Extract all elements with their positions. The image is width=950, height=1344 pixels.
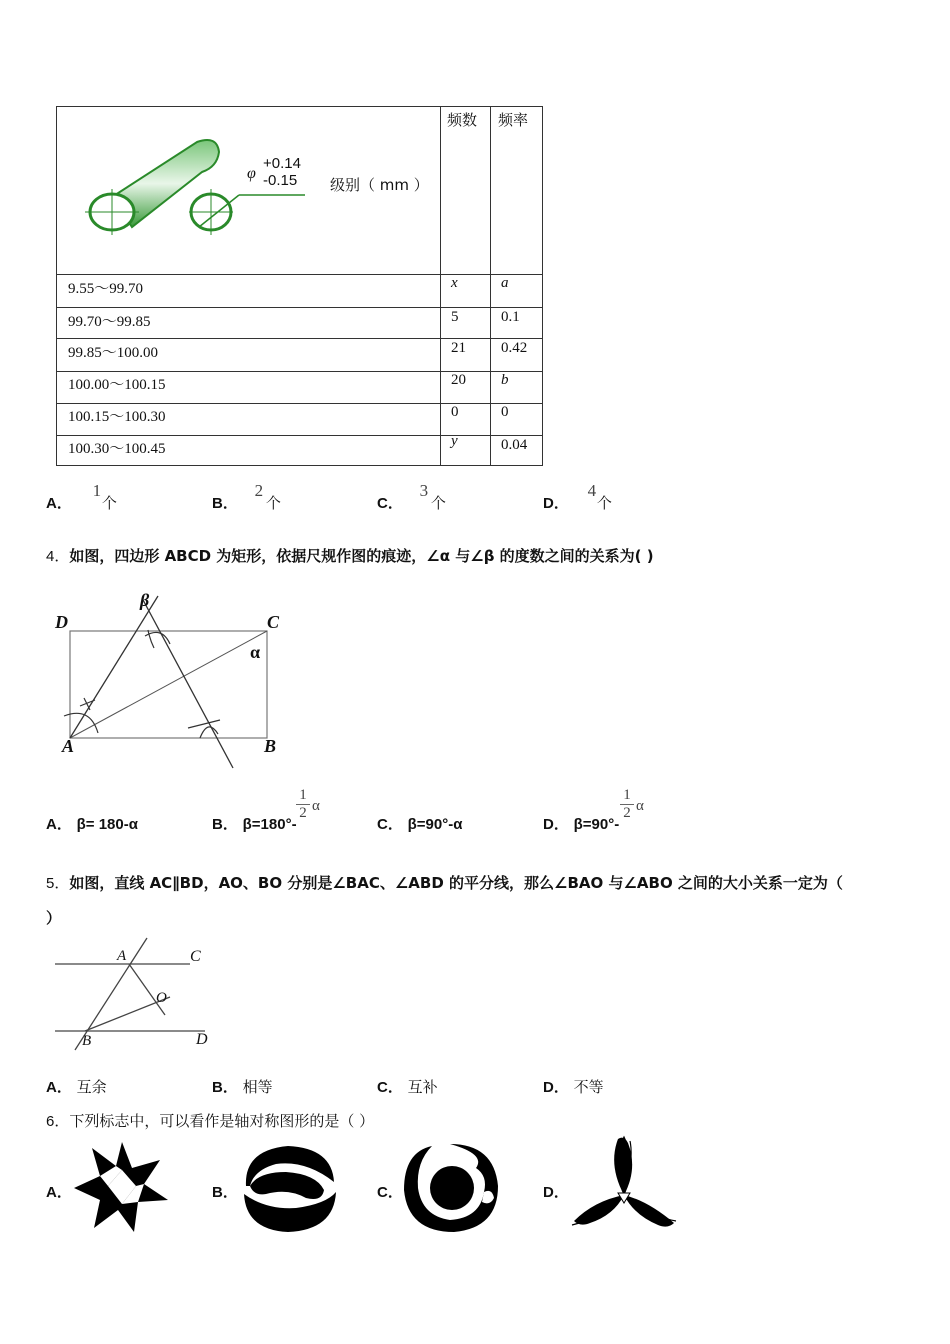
row-freq: 5 [451,309,459,325]
row-rate: 0 [501,404,509,420]
grade-label: 级别（ mm ） [330,176,429,194]
q4-option-a[interactable]: A． β= 180-α [46,816,138,833]
q4-option-d-alpha: α [636,798,644,814]
q5-option-d[interactable]: D． 不等 [543,1078,604,1096]
tolerance-lower: -0.15 [263,172,298,189]
row-freq: 0 [451,404,459,420]
header-frequency-rate: 频率 [498,111,529,129]
row-freq: 20 [451,372,466,388]
row-range: 99.70～99.85 [68,314,151,330]
q6-logo-c-eye-circle [402,1142,500,1234]
q5-option-b[interactable]: B． 相等 [212,1078,273,1096]
row-rate: 0.04 [501,437,528,453]
row-freq: x [451,275,458,291]
q5-option-c[interactable]: C． 互补 [377,1078,438,1096]
q4-option-c[interactable]: C． β=90°-α [377,816,463,833]
table-divider [57,371,542,372]
q6-option-b[interactable]: B． [212,1184,238,1201]
table-divider [57,435,542,436]
q5-label-c: C [190,948,201,965]
tolerance-upper: +0.14 [263,155,301,172]
q3-option-d[interactable]: D． 4 个 [543,481,612,512]
q4-rectangle-figure [50,588,300,778]
row-range: 9.55～99.70 [68,281,144,297]
frequency-table [56,106,543,466]
q6-option-d[interactable]: D． [543,1184,569,1201]
row-rate: b [501,372,509,388]
q6-logo-b-split-circle [236,1142,340,1234]
q6-option-c[interactable]: C． [377,1184,403,1201]
row-rate: a [501,275,509,291]
q4-option-d-fraction: $\frac{1}{2}$ [620,787,634,822]
q5-question-end: ） [46,909,62,927]
q3-option-c[interactable]: C． 3 个 [377,481,446,512]
row-rate: 0.1 [501,309,520,325]
row-rate: 0.42 [501,340,528,356]
q4-label-a: A [62,736,75,756]
q5-label-a: A [117,948,127,964]
q5-label-o: O [156,990,167,1006]
q6-logo-d-three-petals [568,1135,680,1237]
q4-option-b-fraction: $\frac{1}{2}$ [296,787,310,822]
table-divider [57,338,542,339]
row-freq: 21 [451,340,466,356]
q4-label-beta: β [140,590,150,610]
q4-label-d: D [55,612,68,632]
q4-question: 4．如图，四边形 ABCD 为矩形，依据尺规作图的痕迹，∠α 与∠β 的度数之间的关系为( ) [46,547,654,565]
row-range: 100.30～100.45 [68,441,166,457]
table-divider [440,107,441,465]
row-range: 99.85～100.00 [68,345,159,361]
q6-question: 6．下列标志中，可以看作是轴对称图形的是（ ） [46,1112,375,1130]
row-freq: y [451,433,458,449]
row-range: 100.15～100.30 [68,409,166,425]
q4-label-alpha: α [250,642,261,662]
row-range: 100.00～100.15 [68,377,166,393]
q5-label-b: B [82,1033,92,1049]
q4-option-b[interactable]: B． β=180°- [212,816,297,833]
q4-label-c: C [267,612,280,632]
q3-option-a[interactable]: A． 1 个 [46,481,117,512]
q5-question: 5．如图，直线 AC∥BD，AO、BO 分别是∠BAC、∠ABD 的平分线，那么∠BAO 与∠ABO 之间的大小关系一定为（ [46,874,843,892]
q4-option-d[interactable]: D． β=90°- [543,816,620,833]
q6-logo-a-four-stars [72,1140,172,1236]
tolerance-symbol: φ [247,165,256,182]
table-divider [57,274,542,275]
header-frequency-count: 频数 [447,111,478,129]
q5-option-a[interactable]: A． 互余 [46,1078,107,1096]
table-divider [490,107,491,465]
q3-option-b[interactable]: B． 2 个 [212,481,281,512]
q4-label-b: B [264,736,277,756]
table-divider [57,307,542,308]
table-divider [57,403,542,404]
q6-option-a[interactable]: A． [46,1184,72,1201]
q5-label-d: D [196,1031,208,1048]
q4-option-b-alpha: α [312,798,320,814]
